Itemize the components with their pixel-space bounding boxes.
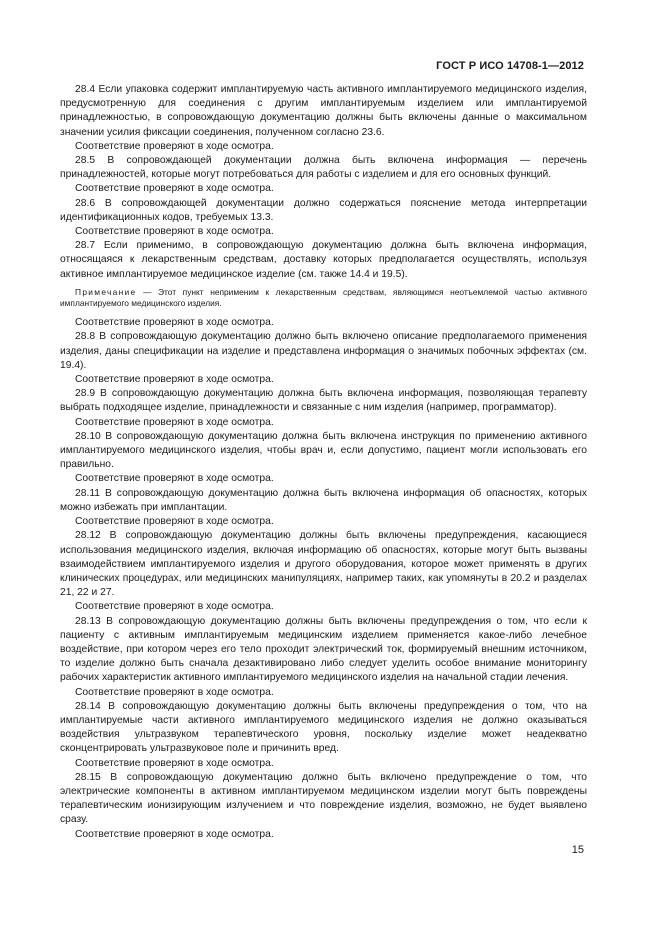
compliance-line: Соответствие проверяют в ходе осмотра.	[75, 473, 274, 485]
compliance-line: Соответствие проверяют в ходе осмотра.	[75, 601, 274, 613]
note-paragraph	[60, 287, 587, 309]
clause-28-15: 28.15 В сопровождающую документацию должно быть включено предупреждение о том, что электрические компоненты в активном имплантируемом медицинском изделии могут быть повреждены терапевтическим ионизирующим излучением и что повреждение изделия, возможно, не будет выявлено сразу.	[60, 771, 587, 826]
clause-28-12: 28.12 В сопровождающую документацию должны быть включены предупреждения, касающиеся использования медицинского изделия, включая информацию об опасностях, которые могут быть вызваны взаимодействием имплантируемого изделия и другого оборудования, которое может применять в других клинических процедурах, или медицинских манипуляциях, например таких, как упомянуты в 20.2 и разделах 21, 22 и 27.	[60, 530, 587, 599]
clause-28-7: 28.7 Если применимо, в сопровождающую документацию должна быть включена информация, относящаяся к лекарственным средствам, доставку которых предполагается осуществлять, используя активное имплантируемое медицинское изделие (см. также 14.4 и 19.5).	[60, 240, 587, 280]
compliance-line: Соответствие проверяют в ходе осмотра.	[75, 686, 274, 698]
clause-28-14: 28.14 В сопровождающую документацию должны быть включены предупреждения о том, что на имплантируемые части активного имплантируемого медицинского изделия не должно оказываться воздействия ультразвуком терапевтического уровня, поскольку изделие может неадекватно сконцентрировать ультразвуковое поле и причинить вред.	[60, 700, 587, 755]
compliance-line: Соответствие проверяют в ходе осмотра.	[75, 828, 274, 840]
compliance-line: Соответствие проверяют в ходе осмотра.	[75, 226, 274, 238]
clause-28-10: 28.10 В сопровождающую документацию должна быть включена инструкция по применению активного имплантируемого медицинского изделия, чтобы врач и, если допустимо, пациент могли использовать его правильно.	[60, 430, 587, 471]
clause-28-4: 28.4 Если упаковка содержит имплантируемую часть активного имплантируемого медицинского изделия, предусмотренную для соединения с другим имплантируемым изделием или имплантируемой принадлежностью, в сопровождающую документацию должны быть включены данные о максимальном значении усилия фиксации соединения, полученном согласно 23.6.	[60, 84, 587, 138]
clause-28-5: 28.5 В сопровождающей документации должна быть включена информация — перечень принадлежностей, которые могут потребоваться для работы с изделием и для его основных функций.	[60, 155, 587, 181]
clause-28-11: 28.11 В сопровождающую документацию должна быть включена информация об опасностях, которых можно избежать при имплантации.	[60, 487, 587, 513]
clause-28-6: 28.6 В сопровождающей документации должно содержаться пояснение метода интерпретации идентификационных кодов, требуемых 13.3.	[60, 197, 587, 223]
compliance-line: Соответствие проверяют в ходе осмотра.	[75, 416, 274, 428]
document-body	[60, 83, 587, 842]
page-number: 15	[571, 844, 584, 856]
compliance-line: Соответствие проверяют в ходе осмотра.	[75, 374, 274, 386]
note-label: Примечание	[75, 286, 137, 297]
compliance-line: Соответствие проверяют в ходе осмотра.	[75, 317, 274, 329]
compliance-line: Соответствие проверяют в ходе осмотра.	[75, 140, 274, 152]
note-text: — Этот пункт неприменим к лекарственным средствам, являющимся неотъемлемой частью активного имплантируемого медицинского изделия.	[60, 286, 587, 309]
compliance-line: Соответствие проверяют в ходе осмотра.	[75, 757, 274, 769]
clause-28-13: 28.13 В сопровождающую документацию должны быть включены предупреждения о том, что если к пациенту с активным имплантируемым медицинским изделием применяется какое-либо лечебное воздействие, при котором через его тело проходит электрический ток, формируемый внешним источником, то изделие должно быть сначала дезактивировано либо следует уделить особое внимание мониторингу рабочих характеристик активного имплантируемого медицинского изделия на начальной стадии лечения.	[60, 615, 587, 684]
compliance-line: Соответствие проверяют в ходе осмотра.	[75, 183, 274, 195]
compliance-line: Соответствие проверяют в ходе осмотра.	[75, 516, 274, 528]
clause-28-8: 28.8 В сопровождающую документацию должно быть включено описание предполагаемого применения изделия, даны спецификации на изделие и представлена информация о значимых побочных эффектах (см. 19.4).	[60, 331, 587, 371]
clause-28-9: 28.9 В сопровождающую документацию должна быть включена информация, позволяющая терапевту выбрать подходящее изделие, принадлежности и связанные с ним изделия (например, программатор).	[60, 388, 587, 414]
standard-designation: ГОСТ Р ИСО 14708-1—2012	[436, 60, 584, 72]
